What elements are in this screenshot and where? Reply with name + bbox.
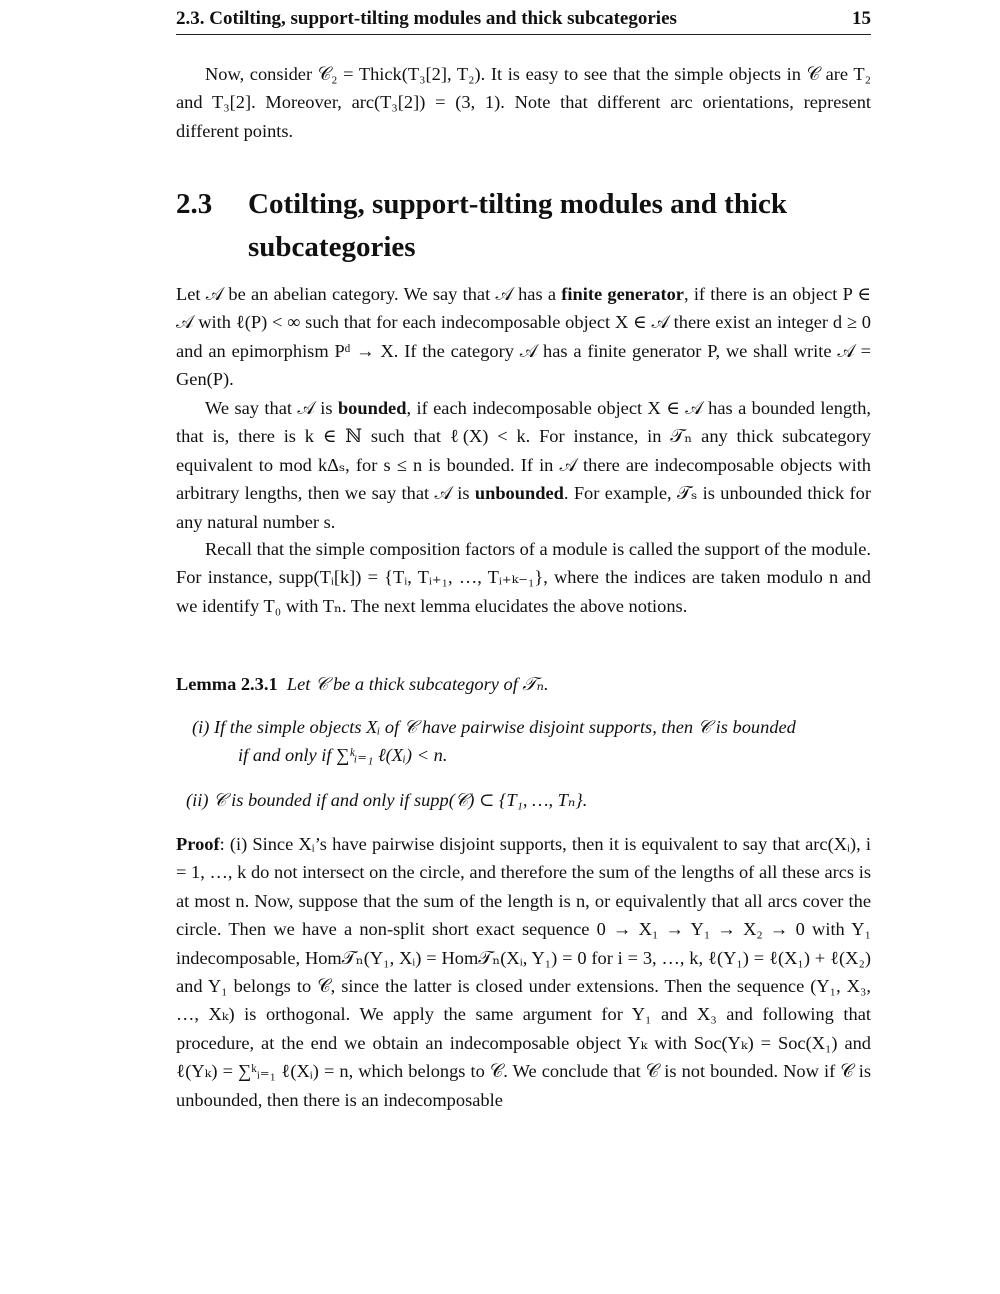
page-number: 15 bbox=[852, 8, 871, 29]
term-finite-generator: finite generator bbox=[561, 284, 684, 304]
lemma-item-label: (ii) bbox=[186, 790, 209, 810]
intro-paragraph: Now, consider 𝒞₂ = Thick(T₃[2], T₂). It is easy to see that the simple objects in 𝒞 are T₂ and T₃[2]. Moreover, arc(T₃[2]) = (3, 1). Note that different arc orientations, represent different points. bbox=[176, 64, 871, 141]
running-header bbox=[176, 8, 871, 35]
paragraph1-before: Let 𝒜 be an abelian category. We say that 𝒜 has a bbox=[176, 284, 562, 304]
lemma-item-i bbox=[192, 713, 872, 770]
proof-paragraph bbox=[176, 830, 871, 1114]
paragraph-bounded bbox=[176, 394, 871, 536]
proof-text: : (i) Since Xᵢ’s have pairwise disjoint supports, then it is equivalent to say that arc(Xᵢ), i = 1, …, k do not intersect on the circle, and therefore the sum of the lengths of all these arcs is at most n. Now, suppose that the sum of the length is n, or equivalently that all arcs cover the circle. Then we have a non-split short exact sequence 0 → X₁ → Y₁ → X₂ → 0 with Y₁ indecomposable, Hom𝒯ₙ(Y₁, Xᵢ) = Hom𝒯ₙ(Xᵢ, Y₁) = 0 for i = 3, …, k, ℓ(Y₁) = ℓ(X₁) + ℓ(X₂) and Y₁ belongs to 𝒞, since the latter is closed under extensions. Then the sequence (Y₁, X₃, …, Xₖ) is orthogonal. We apply the same argument for Y₁ and X₃ and following that procedure, at the end we obtain an indecomposable object Yₖ with Soc(Yₖ) = Soc(X₁) and ℓ(Yₖ) = ∑ᵏᵢ₌₁ ℓ(Xᵢ) = n, which belongs to 𝒞. We conclude that 𝒞 is not bounded. Now if 𝒞 is unbounded, then there is an indecomposable bbox=[176, 834, 871, 1110]
lemma-item-text: If the simple objects Xᵢ of 𝒞 have pairwise disjoint supports, then 𝒞 is bounded bbox=[213, 717, 796, 737]
paragraph2-after: . For example, 𝒯ₛ is unbounded thick for any natural number s. bbox=[176, 483, 871, 532]
paragraph1-after: , if there is an object P ∈ 𝒜 with ℓ(P) < ∞ such that for each indecomposable object X ∈ 𝒜 there exist an integer d ≥ 0 and an epimorphism Pᵈ → X. If the category 𝒜 has a finite generator P, we shall write 𝒜 = Gen(P). bbox=[176, 284, 871, 390]
paragraph2-middle: , if each indecomposable object X ∈ 𝒜 has a bounded length, that is, there is k ∈ ℕ such that ℓ(X) < k. For instance, in 𝒯ₙ any thick subcategory equivalent to mod kΔₛ, for s ≤ n is bounded. If in 𝒜 there are indecomposable objects with arbitrary lengths, then we say that 𝒜 is bbox=[176, 398, 871, 504]
paragraph-support: Recall that the simple composition factors of a module is called the support of the module. For instance, supp(Tᵢ[k]) = {Tᵢ, Tᵢ₊₁, …, Tᵢ₊ₖ₋₁}, where the indices are taken modulo n and we identify T₀ with Tₙ. The next lemma elucidates the above notions. bbox=[176, 539, 871, 616]
lemma-item-text: 𝒞 is bounded if and only if supp(𝒞) ⊂ {T₁, …, Tₙ}. bbox=[213, 790, 588, 810]
lemma-item-text-continued: if and only if ∑ᵏᵢ₌₁ ℓ(Xᵢ) < n. bbox=[238, 745, 448, 766]
term-bounded: bounded bbox=[337, 398, 407, 418]
lemma-statement: Let 𝒞 be a thick subcategory of 𝒯ₙ. bbox=[286, 674, 549, 694]
paragraph2-before: We say that 𝒜 is bbox=[205, 398, 338, 418]
lemma-item-label: (i) bbox=[192, 717, 210, 737]
section-title: Cotilting, support-tilting modules and thick subcategories bbox=[248, 188, 788, 263]
section-heading bbox=[176, 183, 871, 269]
lemma-heading bbox=[176, 670, 871, 698]
proof-label: Proof bbox=[176, 834, 220, 854]
section-number: 2.3 bbox=[176, 188, 213, 220]
lemma-label: Lemma 2.3.1 bbox=[176, 674, 278, 694]
lemma-item-ii bbox=[186, 786, 866, 814]
term-unbounded: unbounded bbox=[474, 483, 564, 504]
running-header-title: 2.3. Cotilting, support-tilting modules and thick subcategories bbox=[176, 8, 677, 29]
paragraph-finite-generator bbox=[176, 280, 871, 394]
